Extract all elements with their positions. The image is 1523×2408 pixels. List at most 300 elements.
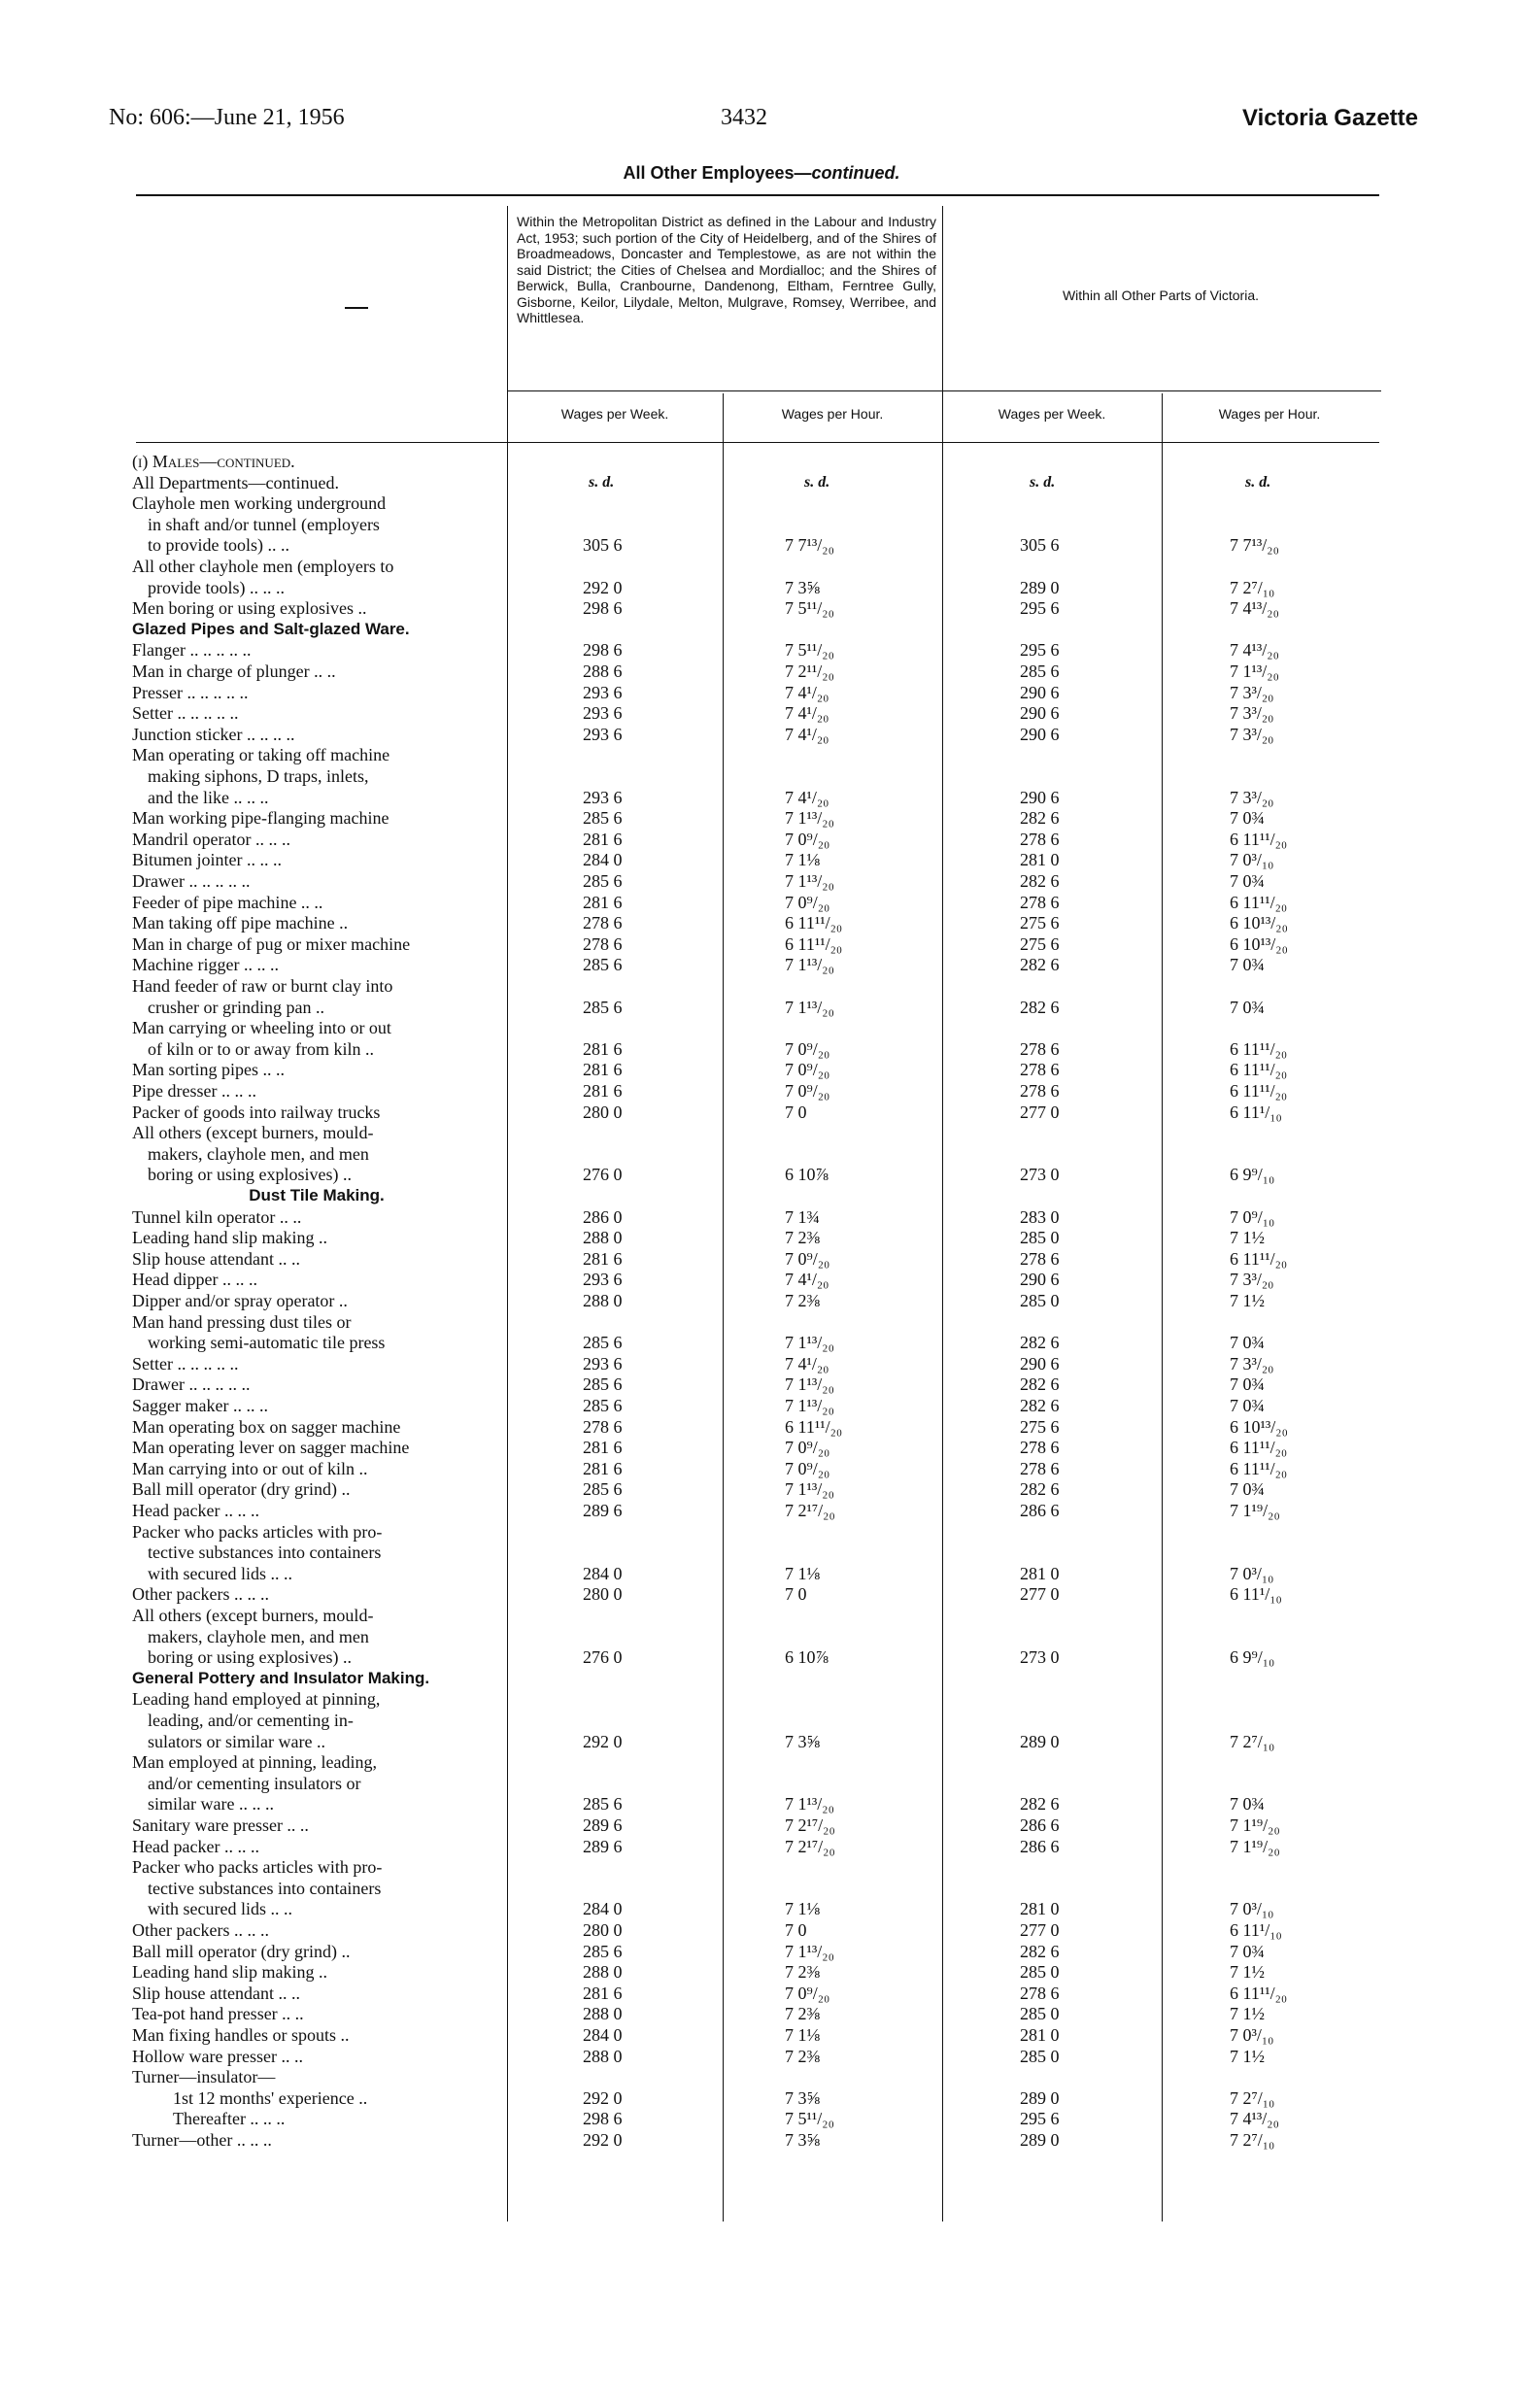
units-other-week: s. d. — [1030, 474, 1056, 491]
row-label: Man working pipe-flanging machine — [132, 808, 389, 829]
table-row — [0, 2087, 1523, 2109]
other-week-wage: 286 6 — [1020, 1836, 1060, 1856]
table-row — [0, 1269, 1523, 1290]
other-hour-wage: 7 2⁷/₁₀ — [1230, 2130, 1275, 2150]
table-row — [0, 619, 1523, 640]
other-week-wage: 295 6 — [1020, 598, 1060, 619]
row-label: (i) Males—continued. — [132, 452, 295, 471]
metro-hour-wage: 7 5¹¹/₂₀ — [785, 598, 834, 619]
metro-week-wage: 281 6 — [583, 829, 623, 849]
table-row — [0, 492, 1523, 514]
metro-hour-wage: 7 2¹⁷/₂₀ — [785, 1836, 835, 1856]
row-label: Hand feeder of raw or burnt clay into — [132, 976, 393, 996]
table-row — [0, 2108, 1523, 2129]
row-label: Packer who packs articles with pro- — [132, 1857, 383, 1878]
table-row — [0, 1080, 1523, 1102]
metro-hour-wage: 7 1¹³/₂₀ — [785, 1333, 834, 1353]
other-hour-wage: 6 11¹¹/₂₀ — [1230, 892, 1288, 912]
metro-week-wage: 285 6 — [583, 955, 623, 975]
metro-week-wage: 292 0 — [583, 1731, 623, 1751]
table-row — [0, 514, 1523, 535]
metro-hour-wage: 7 1¹³/₂₀ — [785, 1941, 834, 1961]
other-hour-wage: 7 0⁹/₁₀ — [1230, 1206, 1275, 1227]
table-row — [0, 1164, 1523, 1185]
row-label: Man employed at pinning, leading, — [132, 1752, 377, 1773]
metro-week-wage: 285 6 — [583, 1794, 623, 1814]
table-row — [0, 1836, 1523, 1857]
row-label: Setter .. .. .. .. .. — [132, 1353, 239, 1374]
other-hour-wage: 7 0¾ — [1230, 1374, 1265, 1395]
other-week-wage: 273 0 — [1020, 1647, 1060, 1668]
metro-hour-wage: 7 4¹/₂₀ — [785, 724, 829, 744]
other-week-wage: 273 0 — [1020, 1165, 1060, 1185]
metro-week-wage: 278 6 — [583, 933, 623, 954]
row-label: Feeder of pipe machine .. .. — [132, 892, 323, 912]
other-week-wage: 282 6 — [1020, 1396, 1060, 1415]
metro-hour-wage: 7 1¹³/₂₀ — [785, 871, 834, 891]
row-label: Leading hand slip making .. — [132, 1228, 327, 1248]
metro-hour-wage: 7 0⁹/₂₀ — [785, 829, 830, 849]
metro-hour-wage: 7 1¹³/₂₀ — [785, 955, 834, 975]
row-label: Man fixing handles or spouts .. — [132, 2025, 350, 2045]
table-row — [0, 1583, 1523, 1605]
metro-hour-wage: 7 1¹³/₂₀ — [785, 997, 834, 1017]
table-row — [0, 472, 1523, 493]
other-hour-wage: 6 11¹/₁₀ — [1230, 1102, 1282, 1122]
other-week-wage: 289 0 — [1020, 1731, 1060, 1751]
other-hour-wage: 7 0¾ — [1230, 1333, 1265, 1353]
row-label: makers, clayhole men, and men — [148, 1143, 369, 1164]
other-week-wage: 275 6 — [1020, 933, 1060, 954]
metro-week-wage: 281 6 — [583, 1983, 623, 2003]
metro-hour-wage: 7 0⁹/₂₀ — [785, 1983, 830, 2003]
other-week-wage: 282 6 — [1020, 1479, 1060, 1500]
row-label: boring or using explosives) .. — [148, 1647, 352, 1668]
other-hour-wage: 6 11¹¹/₂₀ — [1230, 1081, 1288, 1101]
row-label: Drawer .. .. .. .. .. — [132, 871, 251, 891]
other-hour-wage: 7 2⁷/₁₀ — [1230, 2087, 1275, 2108]
table-row — [0, 1961, 1523, 1983]
table-row — [0, 1353, 1523, 1374]
units-metro-hour: s. d. — [804, 474, 830, 491]
metro-week-wage: 284 0 — [583, 1899, 623, 1919]
other-week-wage: 290 6 — [1020, 682, 1060, 702]
row-label: and/or cementing insulators or — [148, 1773, 361, 1793]
metro-week-wage: 298 6 — [583, 598, 623, 619]
metro-hour-wage: 6 10⅞ — [785, 1647, 829, 1668]
table-row — [0, 1878, 1523, 1899]
other-week-wage: 290 6 — [1020, 1353, 1060, 1374]
metro-hour-wage: 7 3⅝ — [785, 2130, 820, 2150]
other-week-wage: 277 0 — [1020, 1102, 1060, 1122]
table-row — [0, 1038, 1523, 1060]
other-hour-wage: 7 1½ — [1230, 1962, 1265, 1983]
other-week-wage: 278 6 — [1020, 1438, 1060, 1458]
table-row — [0, 829, 1523, 850]
table-row — [0, 556, 1523, 577]
row-label: All other clayhole men (employers to — [132, 557, 394, 576]
table-row — [0, 765, 1523, 787]
metro-hour-wage: 7 2⅜ — [785, 2004, 820, 2024]
other-week-wage: 285 0 — [1020, 2046, 1060, 2066]
other-week-wage: 281 0 — [1020, 1899, 1060, 1919]
metro-week-wage: 284 0 — [583, 1563, 623, 1583]
row-label: Thereafter .. .. .. — [173, 2109, 286, 2129]
metro-hour-wage: 7 1¹³/₂₀ — [785, 1479, 834, 1500]
table-row — [0, 807, 1523, 829]
row-label: Man hand pressing dust tiles or — [132, 1311, 352, 1332]
other-week-wage: 278 6 — [1020, 1983, 1060, 2003]
metro-week-wage: 280 0 — [583, 1584, 623, 1605]
row-label: Dipper and/or spray operator .. — [132, 1291, 348, 1310]
other-hour-wage: 7 1½ — [1230, 1291, 1265, 1310]
metro-week-wage: 285 6 — [583, 1941, 623, 1961]
subtitle-main: All Other Employees— — [623, 163, 812, 183]
other-hour-wage: 7 0¾ — [1230, 1794, 1265, 1814]
table-row — [0, 1102, 1523, 1123]
row-label: provide tools) .. .. .. — [148, 577, 285, 597]
row-label: All Departments—continued. — [132, 472, 339, 492]
row-label: boring or using explosives) .. — [148, 1165, 352, 1185]
table-row — [0, 1646, 1523, 1668]
metro-week-wage: 293 6 — [583, 787, 623, 807]
other-week-wage: 281 0 — [1020, 1563, 1060, 1583]
metro-week-wage: 278 6 — [583, 1416, 623, 1437]
col-header-metro-week: Wages per Week. — [560, 406, 669, 422]
metro-hour-wage: 7 0⁹/₂₀ — [785, 1438, 830, 1458]
row-label: Leading hand slip making .. — [132, 1962, 327, 1983]
row-label: makers, clayhole men, and men — [148, 1626, 369, 1646]
metro-hour-wage: 7 1⅛ — [785, 1563, 820, 1583]
row-label: of kiln or to or away from kiln .. — [148, 1038, 374, 1059]
other-week-wage: 282 6 — [1020, 808, 1060, 829]
other-week-wage: 277 0 — [1020, 1920, 1060, 1940]
other-hour-wage: 6 11¹¹/₂₀ — [1230, 1438, 1288, 1458]
other-week-wage: 289 0 — [1020, 2130, 1060, 2150]
other-week-wage: 285 0 — [1020, 1228, 1060, 1248]
other-hour-wage: 7 3³/₂₀ — [1230, 787, 1274, 807]
table-row — [0, 1856, 1523, 1878]
other-hour-wage: 6 11¹¹/₂₀ — [1230, 829, 1288, 849]
table-row — [0, 975, 1523, 997]
metro-week-wage: 276 0 — [583, 1647, 623, 1668]
other-week-wage: 290 6 — [1020, 1270, 1060, 1290]
table-row — [0, 997, 1523, 1018]
table-row — [0, 1605, 1523, 1626]
other-week-wage: 282 6 — [1020, 1794, 1060, 1814]
row-label: Setter .. .. .. .. .. — [132, 703, 239, 724]
other-week-wage: 283 0 — [1020, 1206, 1060, 1227]
other-hour-wage: 7 2⁷/₁₀ — [1230, 1731, 1275, 1751]
row-label: similar ware .. .. .. — [148, 1794, 274, 1814]
metro-week-wage: 285 6 — [583, 997, 623, 1017]
metro-hour-wage: 7 1⅛ — [785, 850, 820, 870]
other-parts-description: Within all Other Parts of Victoria. — [1062, 288, 1260, 303]
row-label: Clayhole men working underground — [132, 493, 387, 514]
other-week-wage: 278 6 — [1020, 1458, 1060, 1478]
other-week-wage: 305 6 — [1020, 535, 1060, 556]
metro-week-wage: 289 6 — [583, 1836, 623, 1856]
units-other-hour: s. d. — [1245, 474, 1271, 491]
row-label: with secured lids .. .. — [148, 1899, 292, 1919]
table-row — [0, 1814, 1523, 1836]
other-hour-wage: 7 0³/₁₀ — [1230, 850, 1274, 870]
page-header-left: No: 606:—June 21, 1956 — [109, 105, 345, 130]
table-row — [0, 1143, 1523, 1165]
row-label: Man carrying into or out of kiln .. — [132, 1458, 368, 1478]
metro-hour-wage: 7 2⅜ — [785, 1291, 820, 1310]
metro-hour-wage: 7 1¹³/₂₀ — [785, 1396, 834, 1415]
metro-week-wage: 292 0 — [583, 2130, 623, 2150]
other-hour-wage: 7 1¹⁹/₂₀ — [1230, 1815, 1280, 1835]
row-label: Sanitary ware presser .. .. — [132, 1815, 309, 1835]
table-row — [0, 2024, 1523, 2046]
table-row — [0, 1563, 1523, 1584]
other-hour-wage: 7 3³/₂₀ — [1230, 703, 1274, 724]
other-hour-wage: 6 11¹/₁₀ — [1230, 1584, 1282, 1605]
metro-week-wage: 288 0 — [583, 2004, 623, 2024]
metro-hour-wage: 7 3⅝ — [785, 2087, 820, 2108]
table-row — [0, 577, 1523, 598]
row-label: 1st 12 months' experience .. — [173, 2087, 368, 2108]
metro-hour-wage: 7 2¹⁷/₂₀ — [785, 1815, 835, 1835]
metro-week-wage: 293 6 — [583, 724, 623, 744]
table-row — [0, 724, 1523, 745]
metro-week-wage: 284 0 — [583, 2025, 623, 2045]
table-row — [0, 1500, 1523, 1521]
metro-week-wage: 305 6 — [583, 535, 623, 556]
other-hour-wage: 7 1¹⁹/₂₀ — [1230, 1836, 1280, 1856]
metro-week-wage: 281 6 — [583, 1438, 623, 1458]
metro-week-wage: 285 6 — [583, 1374, 623, 1395]
metro-week-wage: 298 6 — [583, 640, 623, 661]
other-week-wage: 281 0 — [1020, 2025, 1060, 2045]
row-label: Hollow ware presser .. .. — [132, 2046, 303, 2066]
metro-hour-wage: 7 5¹¹/₂₀ — [785, 2109, 834, 2129]
header-dash — [345, 307, 368, 309]
other-hour-wage: 6 10¹³/₂₀ — [1230, 1416, 1288, 1437]
row-label: sulators or similar ware .. — [148, 1731, 325, 1751]
metro-week-wage: 292 0 — [583, 577, 623, 597]
row-label: Other packers .. .. .. — [132, 1920, 269, 1940]
row-label: Man carrying or wheeling into or out — [132, 1018, 391, 1038]
other-week-wage: 278 6 — [1020, 1038, 1060, 1059]
metro-hour-wage: 7 1⅛ — [785, 1899, 820, 1919]
metro-hour-wage: 7 4¹/₂₀ — [785, 703, 829, 724]
other-hour-wage: 7 4¹³/₂₀ — [1230, 598, 1279, 619]
row-label: Presser .. .. .. .. .. — [132, 682, 249, 702]
table-row — [0, 744, 1523, 765]
row-label: Ball mill operator (dry grind) .. — [132, 1941, 351, 1961]
table-row — [0, 1710, 1523, 1731]
table-row — [0, 1542, 1523, 1563]
table-row — [0, 787, 1523, 808]
row-label: Man taking off pipe machine .. — [132, 913, 349, 933]
row-label: Dust Tile Making. — [249, 1186, 385, 1204]
metro-hour-wage: 7 4¹/₂₀ — [785, 1353, 829, 1374]
row-label: Tea-pot hand presser .. .. — [132, 2004, 304, 2024]
table-row — [0, 2046, 1523, 2067]
header-rule — [507, 390, 1381, 391]
row-label: Head packer .. .. .. — [132, 1836, 259, 1856]
table-row — [0, 2129, 1523, 2151]
other-hour-wage: 7 4¹³/₂₀ — [1230, 640, 1279, 661]
row-label: Slip house attendant .. .. — [132, 1248, 300, 1269]
other-hour-wage: 6 11¹¹/₂₀ — [1230, 1060, 1288, 1080]
row-label: crusher or grinding pan .. — [148, 997, 324, 1017]
metro-hour-wage: 7 1¹³/₂₀ — [785, 1374, 834, 1395]
table-row — [0, 1688, 1523, 1710]
metro-hour-wage: 7 0⁹/₂₀ — [785, 1060, 830, 1080]
row-label: and the like .. .. .. — [148, 787, 269, 807]
table-row — [0, 1919, 1523, 1941]
metro-week-wage: 285 6 — [583, 1333, 623, 1353]
other-hour-wage: 7 3³/₂₀ — [1230, 682, 1274, 702]
col-header-metro-hour: Wages per Hour. — [781, 406, 884, 422]
table-row — [0, 1521, 1523, 1543]
metro-week-wage: 293 6 — [583, 682, 623, 702]
metro-week-wage: 288 0 — [583, 1291, 623, 1310]
page-number: 3432 — [721, 105, 767, 130]
metro-hour-wage: 6 11¹¹/₂₀ — [785, 913, 843, 933]
table-row — [0, 1437, 1523, 1458]
row-label: Tunnel kiln operator .. .. — [132, 1206, 302, 1227]
metro-hour-wage: 7 2¹⁷/₂₀ — [785, 1501, 835, 1520]
other-week-wage: 282 6 — [1020, 997, 1060, 1017]
other-hour-wage: 7 3³/₂₀ — [1230, 724, 1274, 744]
other-hour-wage: 7 2⁷/₁₀ — [1230, 577, 1275, 597]
metro-hour-wage: 7 0 — [785, 1584, 807, 1605]
other-week-wage: 285 0 — [1020, 2004, 1060, 2024]
metro-week-wage: 288 6 — [583, 661, 623, 681]
row-label: in shaft and/or tunnel (employers — [148, 514, 380, 534]
other-hour-wage: 7 3³/₂₀ — [1230, 1353, 1274, 1374]
row-label: with secured lids .. .. — [148, 1563, 292, 1583]
other-week-wage: 282 6 — [1020, 1941, 1060, 1961]
table-row — [0, 1898, 1523, 1919]
row-label: Glazed Pipes and Salt-glazed Ware. — [132, 619, 410, 638]
table-row — [0, 1290, 1523, 1311]
row-label: Bitumen jointer .. .. .. — [132, 850, 282, 870]
row-label: tective substances into containers — [148, 1878, 382, 1898]
metro-hour-wage: 7 0 — [785, 1920, 807, 1940]
other-week-wage: 282 6 — [1020, 871, 1060, 891]
other-week-wage: 285 0 — [1020, 1962, 1060, 1983]
row-label: Man operating lever on sagger machine — [132, 1438, 410, 1458]
other-hour-wage: 7 1¹³/₂₀ — [1230, 661, 1279, 681]
table-row — [0, 1374, 1523, 1395]
row-label: Pipe dresser .. .. .. — [132, 1081, 256, 1101]
table-row — [0, 1731, 1523, 1752]
other-hour-wage: 7 0³/₁₀ — [1230, 1899, 1274, 1919]
table-row — [0, 892, 1523, 913]
metro-hour-wage: 7 7¹³/₂₀ — [785, 535, 834, 556]
subtitle-italic: continued. — [811, 163, 900, 183]
table-row — [0, 954, 1523, 975]
table-row — [0, 1227, 1523, 1248]
row-label: leading, and/or cementing in- — [148, 1711, 354, 1730]
row-label: Flanger .. .. .. .. .. — [132, 640, 252, 661]
row-label: Other packers .. .. .. — [132, 1584, 269, 1605]
table-row — [0, 1458, 1523, 1479]
row-label: Men boring or using explosives .. — [132, 598, 367, 619]
other-hour-wage: 7 1½ — [1230, 1228, 1265, 1248]
other-week-wage: 282 6 — [1020, 955, 1060, 975]
other-hour-wage: 7 0¾ — [1230, 871, 1265, 891]
metro-week-wage: 281 6 — [583, 1038, 623, 1059]
other-week-wage: 277 0 — [1020, 1584, 1060, 1605]
other-hour-wage: 6 11¹/₁₀ — [1230, 1920, 1282, 1940]
table-row — [0, 2003, 1523, 2024]
metro-week-wage: 281 6 — [583, 1081, 623, 1101]
other-hour-wage: 7 1¹⁹/₂₀ — [1230, 1501, 1280, 1520]
row-label: Ball mill operator (dry grind) .. — [132, 1479, 351, 1500]
metro-week-wage: 276 0 — [583, 1165, 623, 1185]
metro-week-wage: 289 6 — [583, 1501, 623, 1520]
other-hour-wage: 7 0¾ — [1230, 1941, 1265, 1961]
row-label: Packer who packs articles with pro- — [132, 1521, 383, 1542]
table-row — [0, 682, 1523, 703]
other-hour-wage: 6 11¹¹/₂₀ — [1230, 1983, 1288, 2003]
metro-hour-wage: 7 1¹³/₂₀ — [785, 808, 834, 829]
metro-week-wage: 285 6 — [583, 808, 623, 829]
metro-hour-wage: 7 5¹¹/₂₀ — [785, 640, 834, 661]
row-label: Leading hand employed at pinning, — [132, 1689, 381, 1710]
other-week-wage: 282 6 — [1020, 1374, 1060, 1395]
row-label: Man operating box on sagger machine — [132, 1416, 401, 1437]
row-label: All others (except burners, mould- — [132, 1606, 374, 1625]
row-label: Man in charge of plunger .. .. — [132, 661, 336, 681]
table-row — [0, 912, 1523, 933]
metro-week-wage: 284 0 — [583, 850, 623, 870]
other-week-wage: 289 0 — [1020, 2087, 1060, 2108]
metro-week-wage: 292 0 — [583, 2087, 623, 2108]
metro-hour-wage: 7 1¾ — [785, 1206, 820, 1227]
header-bottom-rule — [136, 442, 1379, 443]
metro-hour-wage: 7 4¹/₂₀ — [785, 1270, 829, 1290]
row-label: working semi-automatic tile press — [148, 1333, 386, 1353]
other-hour-wage: 6 10¹³/₂₀ — [1230, 913, 1288, 933]
metro-hour-wage: 7 1⅛ — [785, 2025, 820, 2045]
table-row — [0, 1059, 1523, 1080]
table-row — [0, 1311, 1523, 1333]
row-label: tective substances into containers — [148, 1543, 382, 1563]
table-row — [0, 849, 1523, 870]
table-subtitle — [0, 163, 1523, 184]
other-hour-wage: 7 0¾ — [1230, 955, 1265, 975]
metro-week-wage: 280 0 — [583, 1102, 623, 1122]
table-row — [0, 1773, 1523, 1794]
other-hour-wage: 7 0¾ — [1230, 1479, 1265, 1500]
other-week-wage: 278 6 — [1020, 1060, 1060, 1080]
metro-hour-wage: 7 2⅜ — [785, 1228, 820, 1248]
table-row — [0, 870, 1523, 892]
publication-title: Victoria Gazette — [1242, 105, 1418, 131]
table-row — [0, 1983, 1523, 2004]
other-week-wage: 285 6 — [1020, 661, 1060, 681]
metro-week-wage: 285 6 — [583, 871, 623, 891]
row-label: Head packer .. .. .. — [132, 1501, 259, 1520]
table-row — [0, 1332, 1523, 1353]
other-week-wage: 275 6 — [1020, 1416, 1060, 1437]
metro-hour-wage: 6 11¹¹/₂₀ — [785, 933, 843, 954]
row-label: Head dipper .. .. .. — [132, 1270, 257, 1290]
metro-week-wage: 281 6 — [583, 1248, 623, 1269]
other-hour-wage: 6 11¹¹/₂₀ — [1230, 1248, 1288, 1269]
metro-hour-wage: 7 2⅜ — [785, 2046, 820, 2066]
table-row — [0, 1248, 1523, 1270]
units-metro-week: s. d. — [589, 474, 615, 491]
